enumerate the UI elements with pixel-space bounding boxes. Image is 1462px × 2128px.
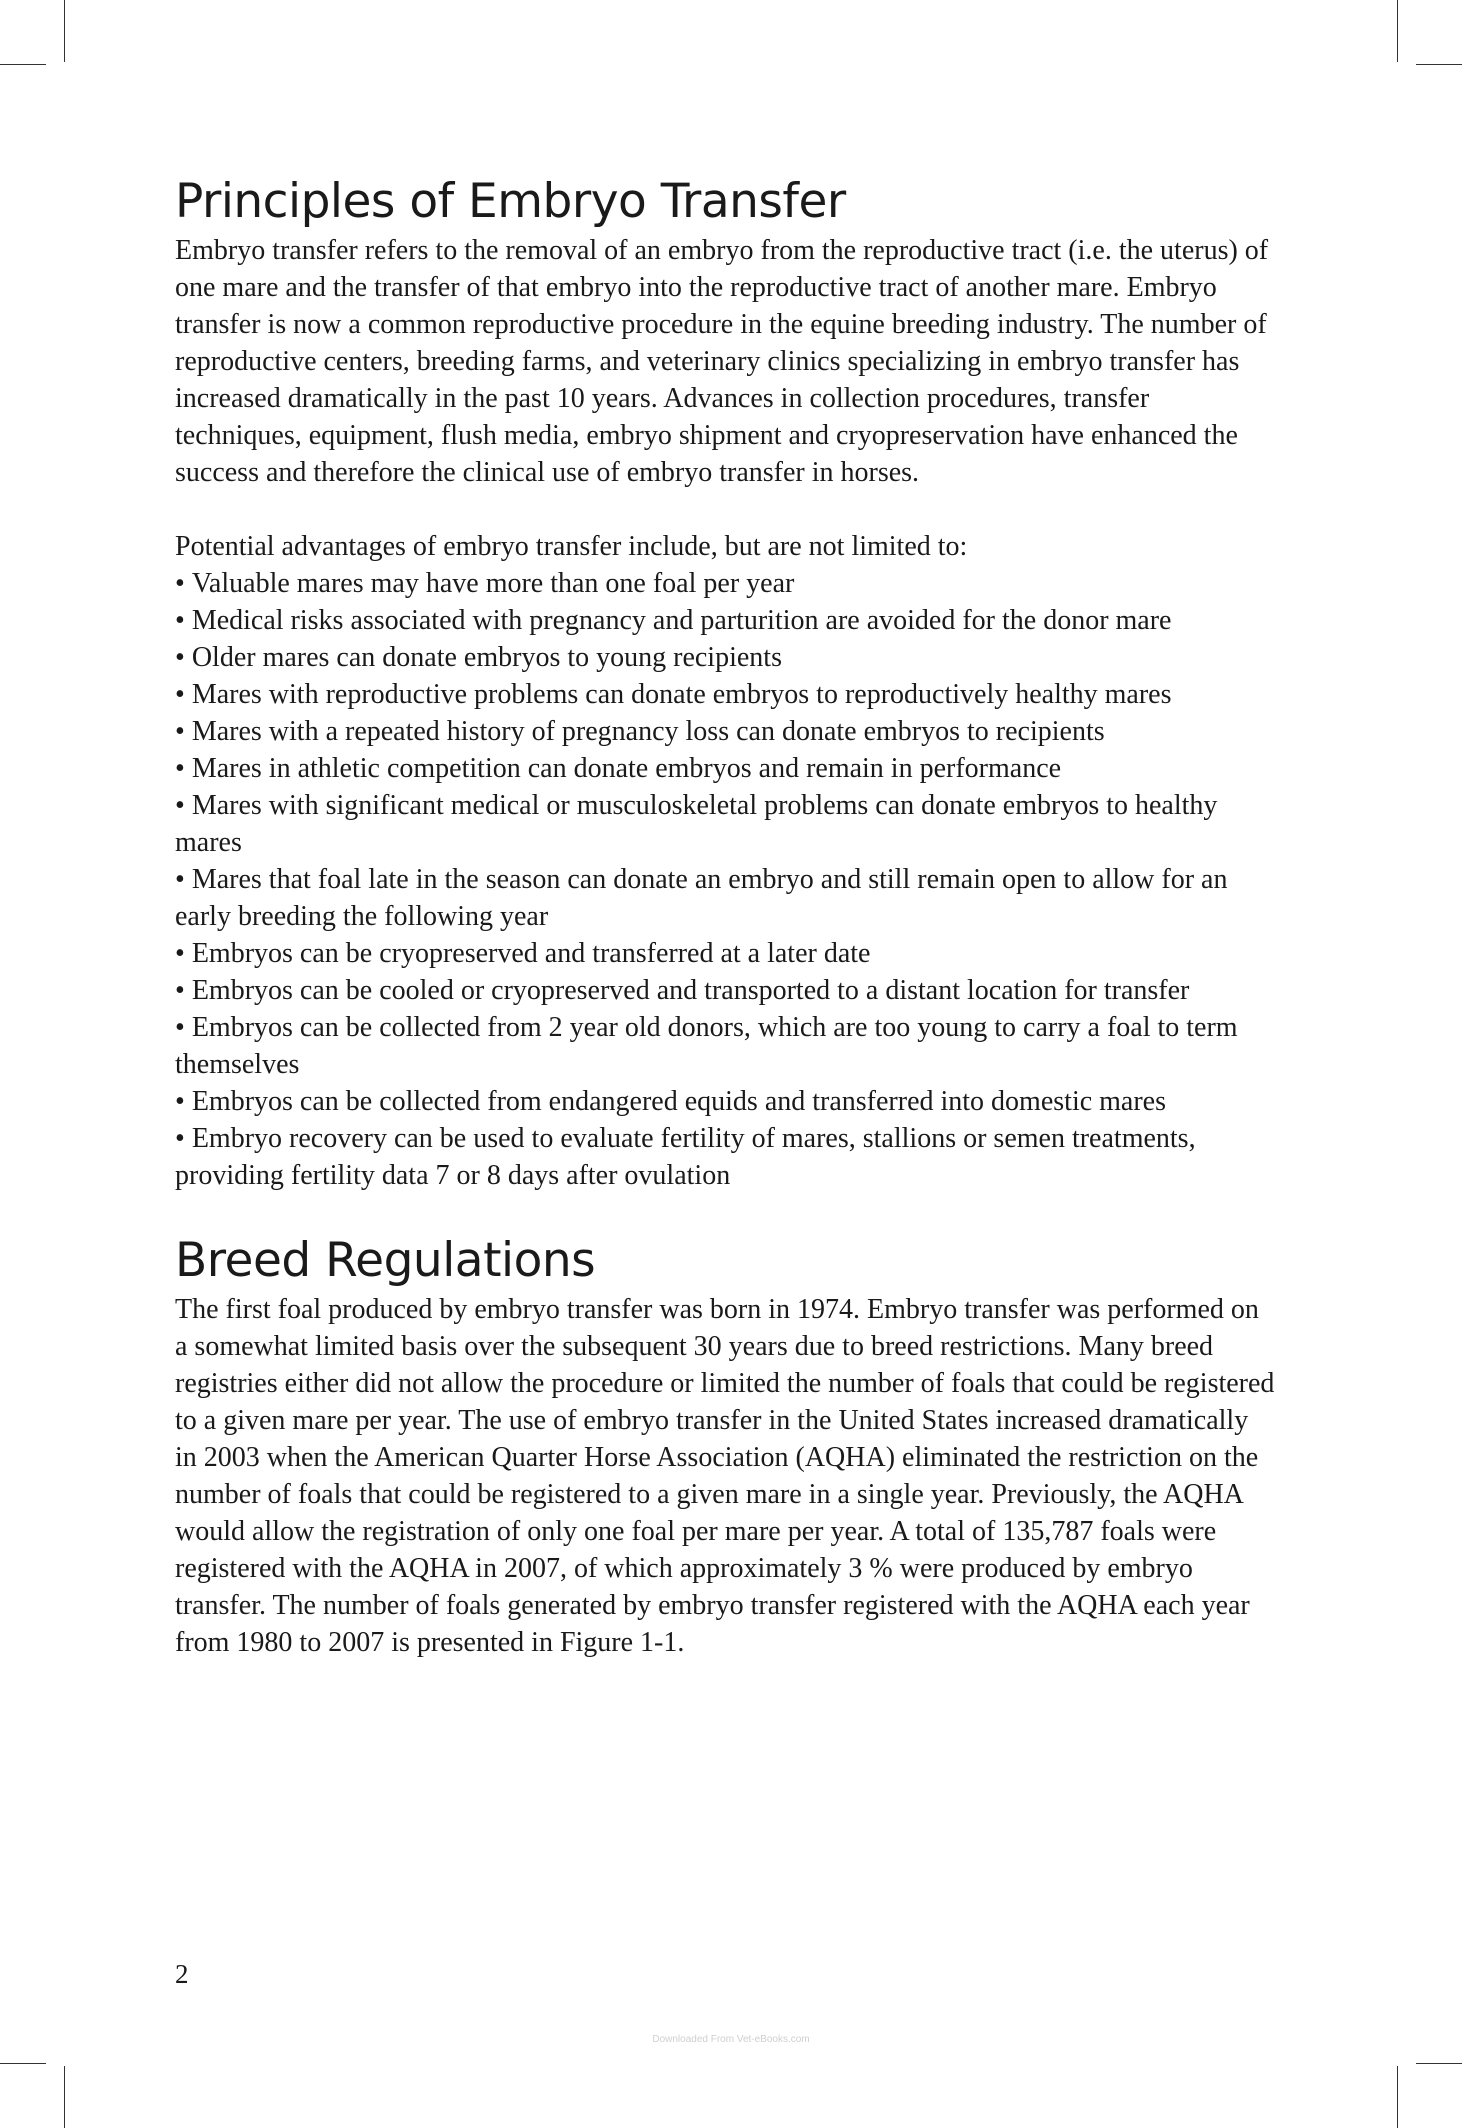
section-title-breed-regulations: Breed Regulations [175, 1233, 596, 1288]
crop-mark-top-left-vertical [64, 0, 65, 62]
list-item: • Medical risks associated with pregnancy and parturition are avoided for the donor mare [175, 602, 1275, 639]
list-item: • Older mares can donate embryos to young recipients [175, 639, 1275, 676]
crop-mark-bottom-left-vertical [64, 2066, 65, 2128]
section-title-principles: Principles of Embryo Transfer [175, 174, 846, 229]
page-content [175, 172, 1275, 1661]
advantages-intro: Potential advantages of embryo transfer include, but are not limited to: [175, 531, 968, 562]
principles-paragraph: Embryo transfer refers to the removal of an embryo from the reproductive tract (i.e. the uterus) of one mare and the transfer of that embryo into the reproductive tract of another mare. Embryo transfer is now a common reproductive procedure in the equine breeding industry. The number of reproductive centers, breeding farms, and veterinary clinics specializing in embryo transfer has increased dramatically in the past 10 years. Advances in collection procedures, transfer techniques, equipment, flush media, embryo shipment and cryopreservation have enhanced the success and therefore the clinical use of embryo transfer in horses. [175, 235, 1269, 488]
crop-mark-top-right-horizontal [1416, 64, 1462, 65]
list-item: • Embryos can be collected from endangered equids and transferred into domestic mares [175, 1083, 1275, 1120]
crop-mark-bottom-left-horizontal [0, 2063, 46, 2064]
list-item: • Embryos can be collected from 2 year old donors, which are too young to carry a foal to term themselves [175, 1009, 1275, 1083]
crop-mark-bottom-right-vertical [1397, 2066, 1398, 2128]
list-item: • Valuable mares may have more than one foal per year [175, 565, 1275, 602]
list-item: • Embryos can be cooled or cryopreserved and transported to a distant location for transfer [175, 972, 1275, 1009]
page-number: 2 [175, 1959, 189, 1989]
advantages-list [175, 565, 1275, 1194]
watermark: Downloaded From Vet-eBooks.com [652, 2034, 810, 2045]
list-item: • Mares that foal late in the season can donate an embryo and still remain open to allow for an early breeding the following year [175, 861, 1275, 935]
crop-mark-top-right-vertical [1397, 0, 1398, 62]
crop-mark-top-left-horizontal [0, 64, 46, 65]
list-item: • Mares in athletic competition can donate embryos and remain in performance [175, 750, 1275, 787]
breed-regulations-paragraph: The first foal produced by embryo transfer was born in 1974. Embryo transfer was performed on a somewhat limited basis over the subsequent 30 years due to breed restrictions. Many breed registries either did not allow the procedure or limited the number of foals that could be registered to a given mare per year. The use of embryo transfer in the United States increased dramatically in 2003 when the American Quarter Horse Association (AQHA) eliminated the restriction on the number of foals that could be registered to a given mare in a single year. Previously, the AQHA would allow the registration of only one foal per mare per year. A total of 135,787 foals were registered with the AQHA in 2007, of which approximately 3 % were produced by embryo transfer. The number of foals generated by embryo transfer registered with the AQHA each year from 1980 to 2007 is presented in Figure 1-1. [175, 1294, 1275, 1658]
list-item: • Embryos can be cryopreserved and transferred at a later date [175, 935, 1275, 972]
list-item: • Mares with reproductive problems can donate embryos to reproductively healthy mares [175, 676, 1275, 713]
paragraph-gap [175, 491, 1275, 528]
section-principles [175, 172, 1275, 1194]
list-item: • Embryo recovery can be used to evaluate fertility of mares, stallions or semen treatments, providing fertility data 7 or 8 days after ovulation [175, 1120, 1275, 1194]
crop-mark-bottom-right-horizontal [1416, 2063, 1462, 2064]
section-breed-regulations [175, 1231, 1275, 1661]
list-item: • Mares with a repeated history of pregnancy loss can donate embryos to recipients [175, 713, 1275, 750]
list-item: • Mares with significant medical or musculoskeletal problems can donate embryos to healthy mares [175, 787, 1275, 861]
